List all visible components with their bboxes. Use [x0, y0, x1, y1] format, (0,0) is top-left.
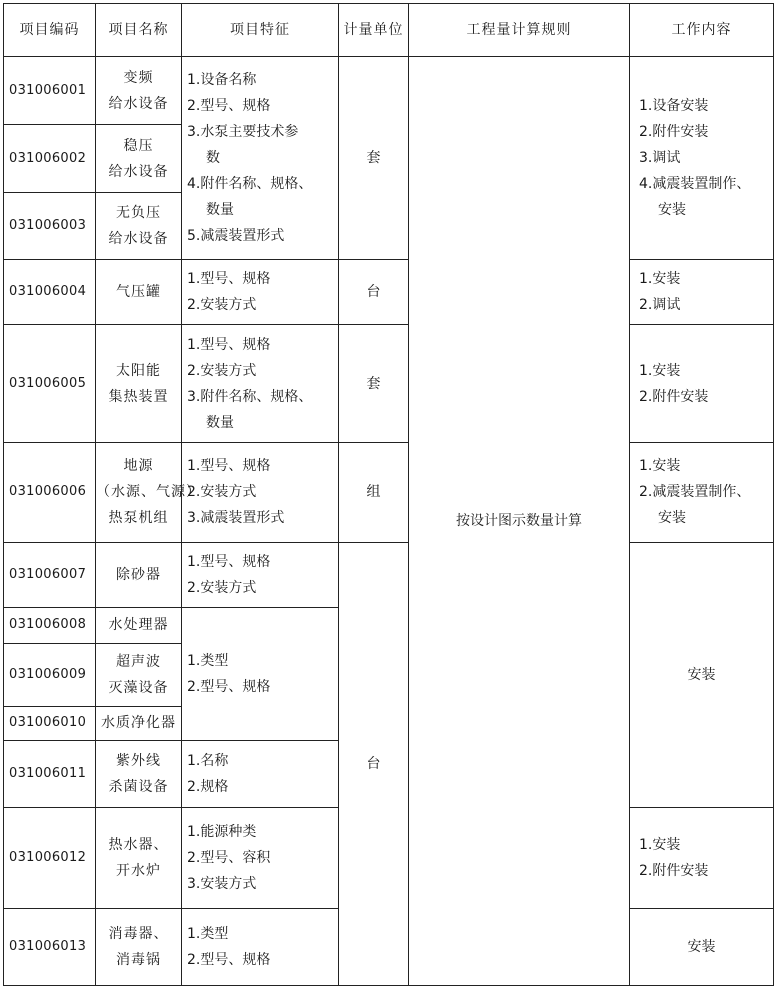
item-name: 变频 给水设备: [96, 57, 182, 125]
item-features: 1.类型 2.型号、规格: [182, 608, 339, 741]
item-features: 1.名称 2.规格: [182, 740, 339, 807]
item-unit: 套: [339, 325, 409, 442]
header-item-features: 项目特征: [182, 4, 339, 57]
bill-of-quantities-table: [3, 3, 774, 986]
header-calculation-rule: 工程量计算规则: [409, 4, 630, 57]
header-row: [4, 4, 774, 57]
item-code: 031006008: [4, 608, 96, 643]
item-unit: 台: [339, 543, 409, 986]
item-features: 1.类型 2.型号、规格: [182, 908, 339, 985]
table-row: [4, 260, 774, 325]
item-features: 1.能源种类 2.型号、容积 3.安装方式: [182, 808, 339, 908]
item-code: 031006011: [4, 740, 96, 807]
item-unit: 组: [339, 442, 409, 542]
item-code: 031006001: [4, 57, 96, 125]
item-code: 031006009: [4, 643, 96, 706]
item-name: 热水器、 开水炉: [96, 808, 182, 908]
item-code: 031006007: [4, 543, 96, 608]
item-code: 031006012: [4, 808, 96, 908]
item-features: 1.型号、规格 2.安装方式: [182, 260, 339, 325]
item-name: 超声波 灭藻设备: [96, 643, 182, 706]
item-name: 地源 （水源、气源） 热泵机组: [96, 442, 182, 542]
table-row: [4, 325, 774, 442]
item-code: 031006002: [4, 125, 96, 192]
item-code: 031006006: [4, 442, 96, 542]
item-features: 1.型号、规格 2.安装方式 3.减震装置形式: [182, 442, 339, 542]
header-work-content: 工作内容: [630, 4, 774, 57]
item-code: 031006003: [4, 192, 96, 259]
work-content: 1.安装 2.附件安装: [630, 808, 774, 908]
header-item-name: 项目名称: [96, 4, 182, 57]
table-row: [4, 442, 774, 542]
table-row: [4, 543, 774, 608]
calculation-rule: 按设计图示数量计算: [409, 57, 630, 986]
item-name: 水质净化器: [96, 706, 182, 740]
work-content: 1.安装 2.调试: [630, 260, 774, 325]
item-code: 031006004: [4, 260, 96, 325]
work-content: 1.安装 2.附件安装: [630, 325, 774, 442]
work-content: 1.设备安装 2.附件安装 3.调试 4.减震装置制作、 安装: [630, 57, 774, 260]
item-name: 水处理器: [96, 608, 182, 643]
item-code: 031006010: [4, 706, 96, 740]
work-content: 1.安装 2.减震装置制作、 安装: [630, 442, 774, 542]
item-features: 1.设备名称 2.型号、规格 3.水泵主要技术参 数 4.附件名称、规格、 数量 5.减震装置形式: [182, 57, 339, 260]
item-name: 稳压 给水设备: [96, 125, 182, 192]
item-features: 1.型号、规格 2.安装方式 3.附件名称、规格、 数量: [182, 325, 339, 442]
item-name: 气压罐: [96, 260, 182, 325]
item-name: 消毒器、 消毒锅: [96, 908, 182, 985]
item-name: 无负压 给水设备: [96, 192, 182, 259]
item-unit: 套: [339, 57, 409, 260]
header-unit: 计量单位: [339, 4, 409, 57]
work-content: 安装: [630, 543, 774, 808]
table-row: [4, 57, 774, 125]
item-name: 太阳能 集热装置: [96, 325, 182, 442]
work-content: 安装: [630, 908, 774, 985]
item-name: 除砂器: [96, 543, 182, 608]
item-code: 031006013: [4, 908, 96, 985]
item-name: 紫外线 杀菌设备: [96, 740, 182, 807]
header-item-code: 项目编码: [4, 4, 96, 57]
item-features: 1.型号、规格 2.安装方式: [182, 543, 339, 608]
item-unit: 台: [339, 260, 409, 325]
item-code: 031006005: [4, 325, 96, 442]
